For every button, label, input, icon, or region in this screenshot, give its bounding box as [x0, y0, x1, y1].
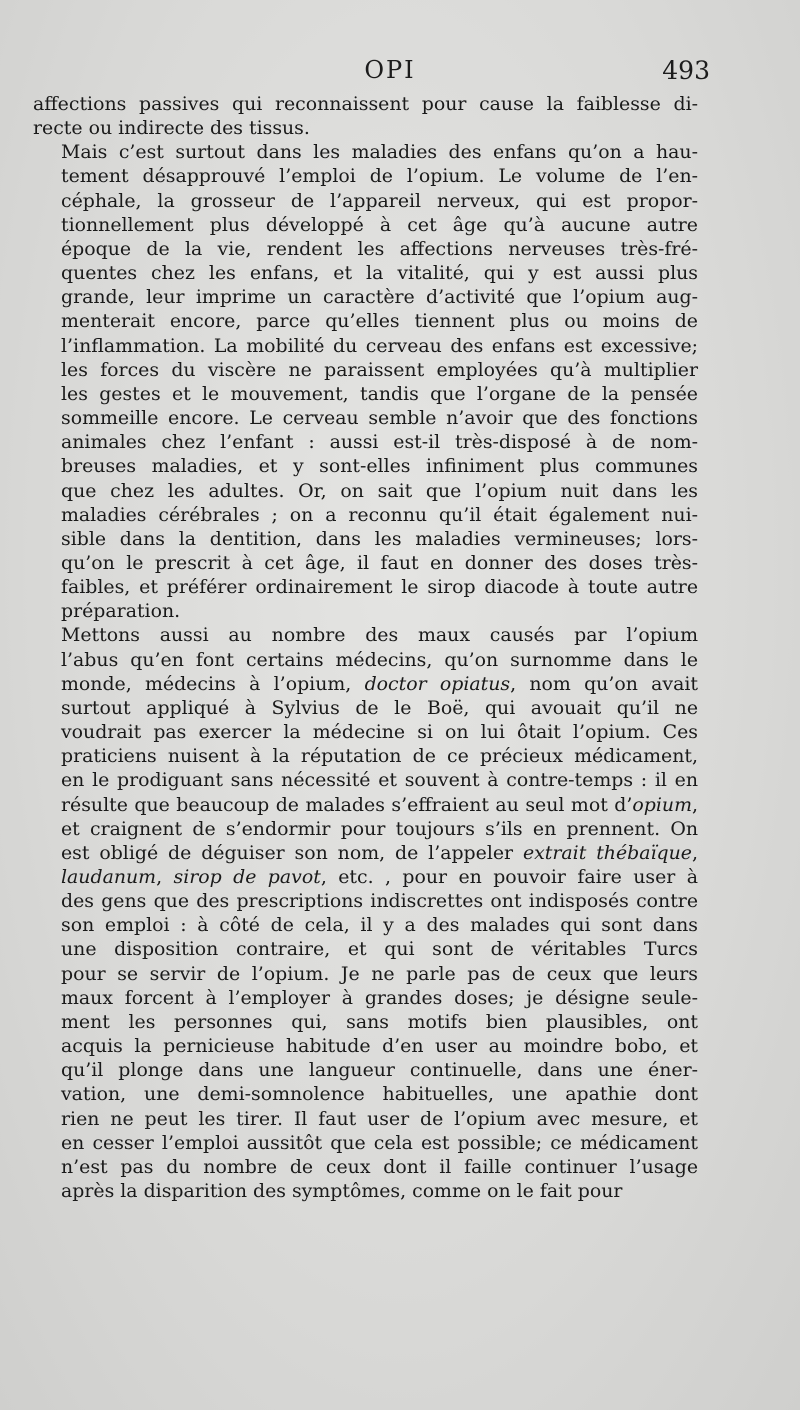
text-line — [33, 962, 698, 986]
text-run: résulte que beaucoup de malades s’effraient au seul mot d’ — [61, 793, 633, 816]
italic-text: doctor opiatus — [364, 672, 511, 695]
text-line — [33, 503, 698, 527]
text-line — [33, 261, 698, 285]
text-run: les gestes et le mouvement, tandis que l’organe de la pensée — [61, 382, 698, 405]
text-run: grande, leur imprime un caractère d’activité que l’opium aug- — [61, 286, 698, 309]
text-line — [33, 309, 698, 333]
text-run: , — [156, 866, 174, 888]
text-run: pour se servir de l’opium. Je ne parle pas de ceux que leurs — [61, 962, 698, 985]
text-run: son emploi : à côté de cela, il y a des malades qui sont dans — [61, 914, 698, 937]
text-line — [33, 189, 698, 213]
text-run: qu’on le prescrit à cet âge, il faut en donner des doses très- — [61, 551, 698, 574]
text-run: céphale, la grosseur de l’appareil nerveux, qui est propor- — [61, 189, 698, 212]
text-run: faibles, et préférer ordinairement le sirop diacode à toute autre — [61, 576, 698, 599]
text-line — [33, 237, 698, 261]
text-run: l’inflammation. La mobilité du cerveau des enfans est excessive; — [61, 334, 698, 357]
text-line — [33, 406, 698, 430]
running-title: OPI — [364, 56, 416, 84]
text-line — [33, 1179, 698, 1203]
text-line — [33, 1010, 698, 1034]
text-run: des gens que des prescriptions indiscrettes ont indisposés contre — [61, 890, 698, 913]
text-line — [33, 696, 698, 720]
text-line — [33, 430, 698, 454]
paragraph — [33, 623, 698, 1203]
text-line — [33, 720, 698, 744]
text-run: qu’il plonge dans une langueur continuelle, dans une éner- — [61, 1059, 698, 1082]
text-run: affections passives qui reconnaissent pour cause la faiblesse di- — [33, 93, 698, 115]
running-head — [0, 56, 800, 96]
text-run: Mettons aussi au nombre des maux causés par l’opium — [61, 624, 698, 647]
text-run: époque de la vie, rendent les affections nerveuses très-fré- — [61, 237, 698, 260]
text-run: monde, médecins à l’opium, — [61, 672, 365, 695]
text-run: est obligé de déguiser son nom, de l’appeler — [61, 841, 523, 864]
text-line — [33, 768, 698, 792]
text-run: en cesser l’emploi aussitôt que cela est possible; ce médicament — [61, 1131, 698, 1154]
text-line — [33, 164, 698, 188]
text-line — [33, 334, 698, 358]
text-run: maux forcent à l’employer à grandes doses; je désigne seule- — [61, 986, 698, 1009]
text-run: surtout appliqué à Sylvius de le Boë, qui avouait qu’il ne — [61, 696, 698, 719]
text-line — [33, 575, 698, 599]
text-run: et craignent de s’endormir pour toujours s’ils en prennent. On — [61, 817, 698, 840]
text-line — [33, 116, 698, 140]
text-line — [33, 358, 698, 382]
text-line — [33, 213, 698, 237]
text-line — [33, 92, 698, 116]
italic-text: laudanum — [61, 866, 157, 888]
page-number: 493 — [662, 56, 710, 85]
text-line — [33, 744, 698, 768]
text-run: quentes chez les enfans, et la vitalité, qui y est aussi plus — [61, 262, 698, 285]
text-run: sible dans la dentition, dans les maladies vermineuses; lors- — [61, 527, 698, 550]
text-line — [33, 793, 698, 817]
text-line — [33, 817, 698, 841]
text-run: animales chez l’enfant : aussi est-il très-disposé à de nom- — [61, 431, 698, 454]
text-line — [33, 479, 698, 503]
italic-text: opium — [632, 793, 692, 816]
text-run: tement désapprouvé l’emploi de l’opium. Le volume de l’en- — [61, 165, 698, 188]
text-run: les forces du viscère ne paraissent employées qu’à multiplier — [61, 358, 698, 381]
text-line — [33, 865, 698, 889]
text-line — [33, 1058, 698, 1082]
text-run: menterait encore, parce qu’elles tiennent plus ou moins de — [61, 310, 698, 333]
text-run: praticiens nuisent à la réputation de ce précieux médicament, — [61, 745, 698, 768]
text-line — [33, 937, 698, 961]
text-run: après la disparition des symptômes, comme on le fait pour — [61, 1180, 623, 1203]
text-run: vation, une demi-somnolence habituelles, une apathie dont — [61, 1083, 698, 1106]
paragraph — [33, 92, 698, 140]
text-line — [33, 889, 698, 913]
text-run: ment les personnes qui, sans motifs bien plausibles, ont — [61, 1010, 698, 1033]
text-run: une disposition contraire, et qui sont de véritables Turcs — [61, 938, 698, 961]
italic-text: extrait thébaïque — [522, 841, 692, 864]
text-run: , nom qu’on avait — [510, 672, 698, 695]
text-run: , — [691, 841, 698, 864]
text-run: rien ne peut les tirer. Il faut user de l’opium avec mesure, et — [61, 1107, 698, 1130]
text-run: Mais c’est surtout dans les maladies des enfans qu’on a hau- — [61, 141, 698, 164]
text-line — [33, 1131, 698, 1155]
text-line — [33, 648, 698, 672]
text-line — [33, 285, 698, 309]
text-line — [33, 1082, 698, 1106]
text-run: , etc. , pour en pouvoir faire user à — [320, 866, 699, 888]
text-line — [33, 841, 698, 865]
text-run: l’abus qu’en font certains médecins, qu’on surnomme dans le — [61, 648, 698, 671]
text-line — [33, 1155, 698, 1179]
text-run: n’est pas du nombre de ceux dont il faille continuer l’usage — [61, 1155, 698, 1178]
text-line — [33, 1107, 698, 1131]
text-line — [33, 454, 698, 478]
text-line — [33, 140, 698, 164]
italic-text: sirop de pavot — [173, 866, 321, 888]
text-run: maladies cérébrales ; on a reconnu qu’il était également nui- — [61, 503, 698, 526]
text-line — [33, 1034, 698, 1058]
text-run: que chez les adultes. Or, on sait que l’opium nuit dans les — [61, 479, 698, 502]
paragraph — [33, 140, 698, 623]
text-run: tionnellement plus développé à cet âge qu’à aucune autre — [61, 213, 698, 236]
text-run: acquis la pernicieuse habitude d’en user au moindre bobo, et — [61, 1035, 698, 1058]
text-line — [33, 599, 698, 623]
text-line — [33, 382, 698, 406]
text-run: breuses maladies, et y sont-elles infiniment plus communes — [61, 455, 698, 478]
text-line — [33, 623, 698, 647]
text-run: sommeille encore. Le cerveau semble n’avoir que des fonctions — [61, 407, 698, 430]
text-run: préparation. — [61, 600, 181, 623]
text-line — [33, 913, 698, 937]
text-run: , — [691, 793, 698, 816]
text-run: voudrait pas exercer la médecine si on lui ôtait l’opium. Ces — [61, 721, 698, 744]
text-line — [33, 986, 698, 1010]
text-line — [33, 527, 698, 551]
text-run: recte ou indirecte des tissus. — [33, 117, 310, 140]
text-line — [33, 551, 698, 575]
text-run: en le prodiguant sans nécessité et souvent à contre-temps : il en — [61, 769, 698, 792]
body-text — [33, 92, 698, 1203]
text-line — [33, 672, 698, 696]
